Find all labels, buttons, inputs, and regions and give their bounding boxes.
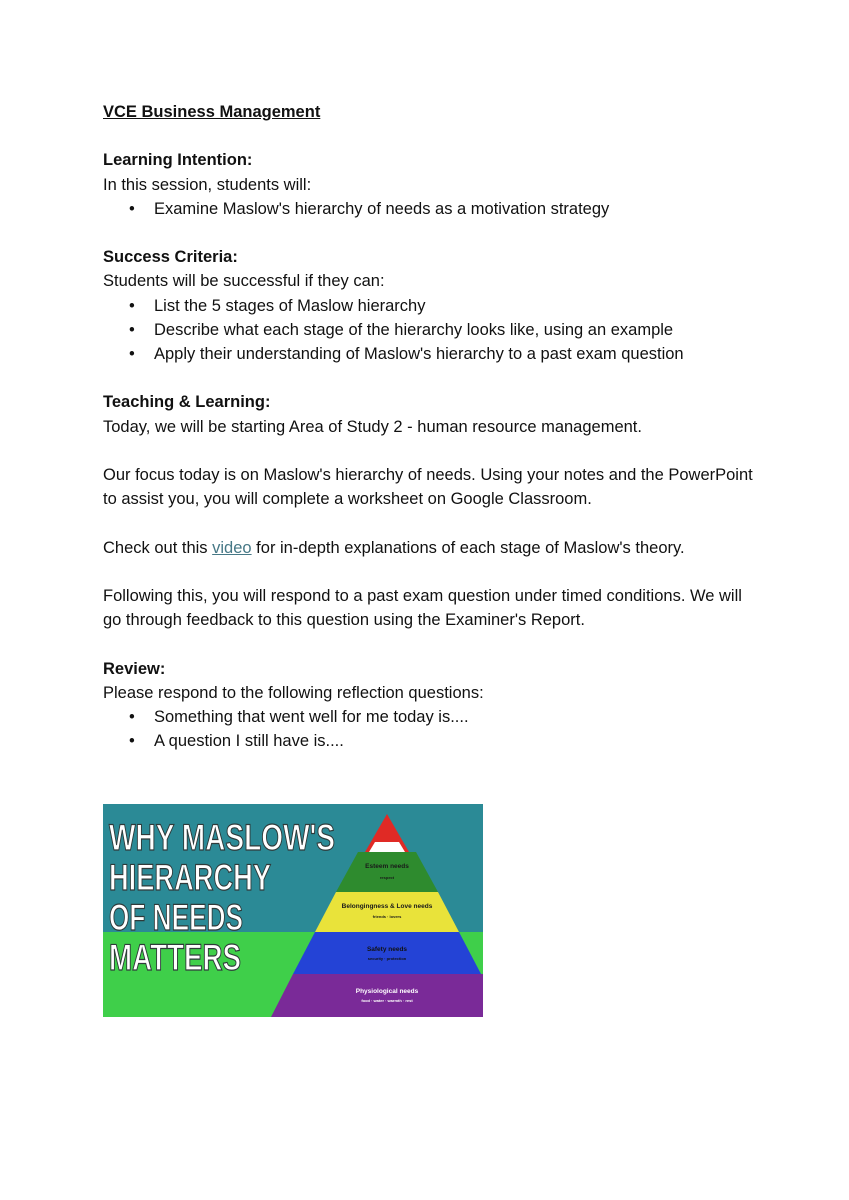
- list-item: • List the 5 stages of Maslow hierarchy: [103, 294, 763, 318]
- learning-intention-heading: Learning Intention:: [103, 151, 253, 170]
- list-item: • Examine Maslow's hierarchy of needs as a motivation strategy: [103, 197, 763, 221]
- belonging-sub: friends · lovers: [372, 914, 402, 919]
- teaching-learning-heading: Teaching & Learning:: [103, 393, 271, 412]
- headline-line-3: OF NEEDS: [109, 897, 243, 938]
- bullet-icon: •: [129, 199, 135, 218]
- headline-line-1: WHY MASLOW'S: [109, 817, 335, 858]
- review-intro: Please respond to the following reflection questions:: [103, 683, 484, 702]
- bullet-icon: •: [129, 344, 135, 363]
- document-body: [103, 100, 763, 753]
- spacer: [103, 221, 763, 245]
- belonging-label: Belongingness & Love needs: [341, 903, 433, 910]
- bullet-icon: •: [129, 732, 135, 751]
- learning-intention-intro: In this session, students will:: [103, 175, 312, 194]
- headline-line-4: MATTERS: [109, 937, 241, 978]
- success-criteria-heading: Success Criteria:: [103, 248, 238, 267]
- maslow-thumbnail-image: [103, 804, 483, 1017]
- spacer: [103, 511, 763, 535]
- spacer: [103, 560, 763, 584]
- video-thumbnail[interactable]: [103, 804, 483, 1017]
- teaching-learning-para-4-line-1: Following this, you will respond to a past exam question under timed conditions. We will: [103, 586, 742, 605]
- learning-intention-list: [103, 197, 763, 221]
- pyramid-physiological: [271, 974, 483, 1017]
- esteem-label: Esteem needs: [365, 863, 409, 870]
- teaching-learning-para-2-line-2: to assist you, you will complete a worksheet on Google Classroom.: [103, 490, 592, 509]
- esteem-sub: respect: [379, 875, 395, 880]
- pyramid-safety: [293, 932, 481, 974]
- safety-label: Safety needs: [366, 946, 408, 953]
- bullet-icon: •: [129, 320, 135, 339]
- list-item: • Describe what each stage of the hierarchy looks like, using an example: [103, 318, 763, 342]
- physiological-sub: food · water · warmth · rest: [361, 998, 413, 1003]
- review-list: [103, 705, 763, 753]
- bullet-icon: •: [129, 707, 135, 726]
- spacer: [103, 632, 763, 656]
- headline-line-2: HIERARCHY: [109, 857, 272, 898]
- spacer: [103, 439, 763, 463]
- bullet-icon: •: [129, 296, 135, 315]
- list-item: • Something that went well for me today is....: [103, 705, 763, 729]
- teaching-learning-para-1: Today, we will be starting Area of Study 2 - human resource management.: [103, 417, 642, 436]
- review-heading: Review:: [103, 659, 166, 678]
- list-item: • A question I still have is....: [103, 729, 763, 753]
- pyramid-tip-highlight: [369, 842, 405, 852]
- pyramid-belonging: [315, 892, 459, 932]
- list-item: • Apply their understanding of Maslow's hierarchy to a past exam question: [103, 342, 763, 366]
- teaching-learning-para-2-line-1: Our focus today is on Maslow's hierarchy of needs. Using your notes and the PowerPoint: [103, 465, 753, 484]
- safety-sub: security · protection: [367, 956, 407, 961]
- success-criteria-intro: Students will be successful if they can:: [103, 272, 385, 291]
- teaching-learning-para-3: Check out this video for in-depth explanations of each stage of Maslow's theory.: [103, 538, 685, 557]
- video-link[interactable]: video: [212, 538, 252, 557]
- teaching-learning-para-4-line-2: go through feedback to this question using the Examiner's Report.: [103, 611, 585, 630]
- document-title: VCE Business Management: [103, 103, 321, 121]
- success-criteria-list: [103, 294, 763, 367]
- spacer: [103, 366, 763, 390]
- spacer: [103, 124, 763, 148]
- physiological-label: Physiological needs: [355, 988, 419, 995]
